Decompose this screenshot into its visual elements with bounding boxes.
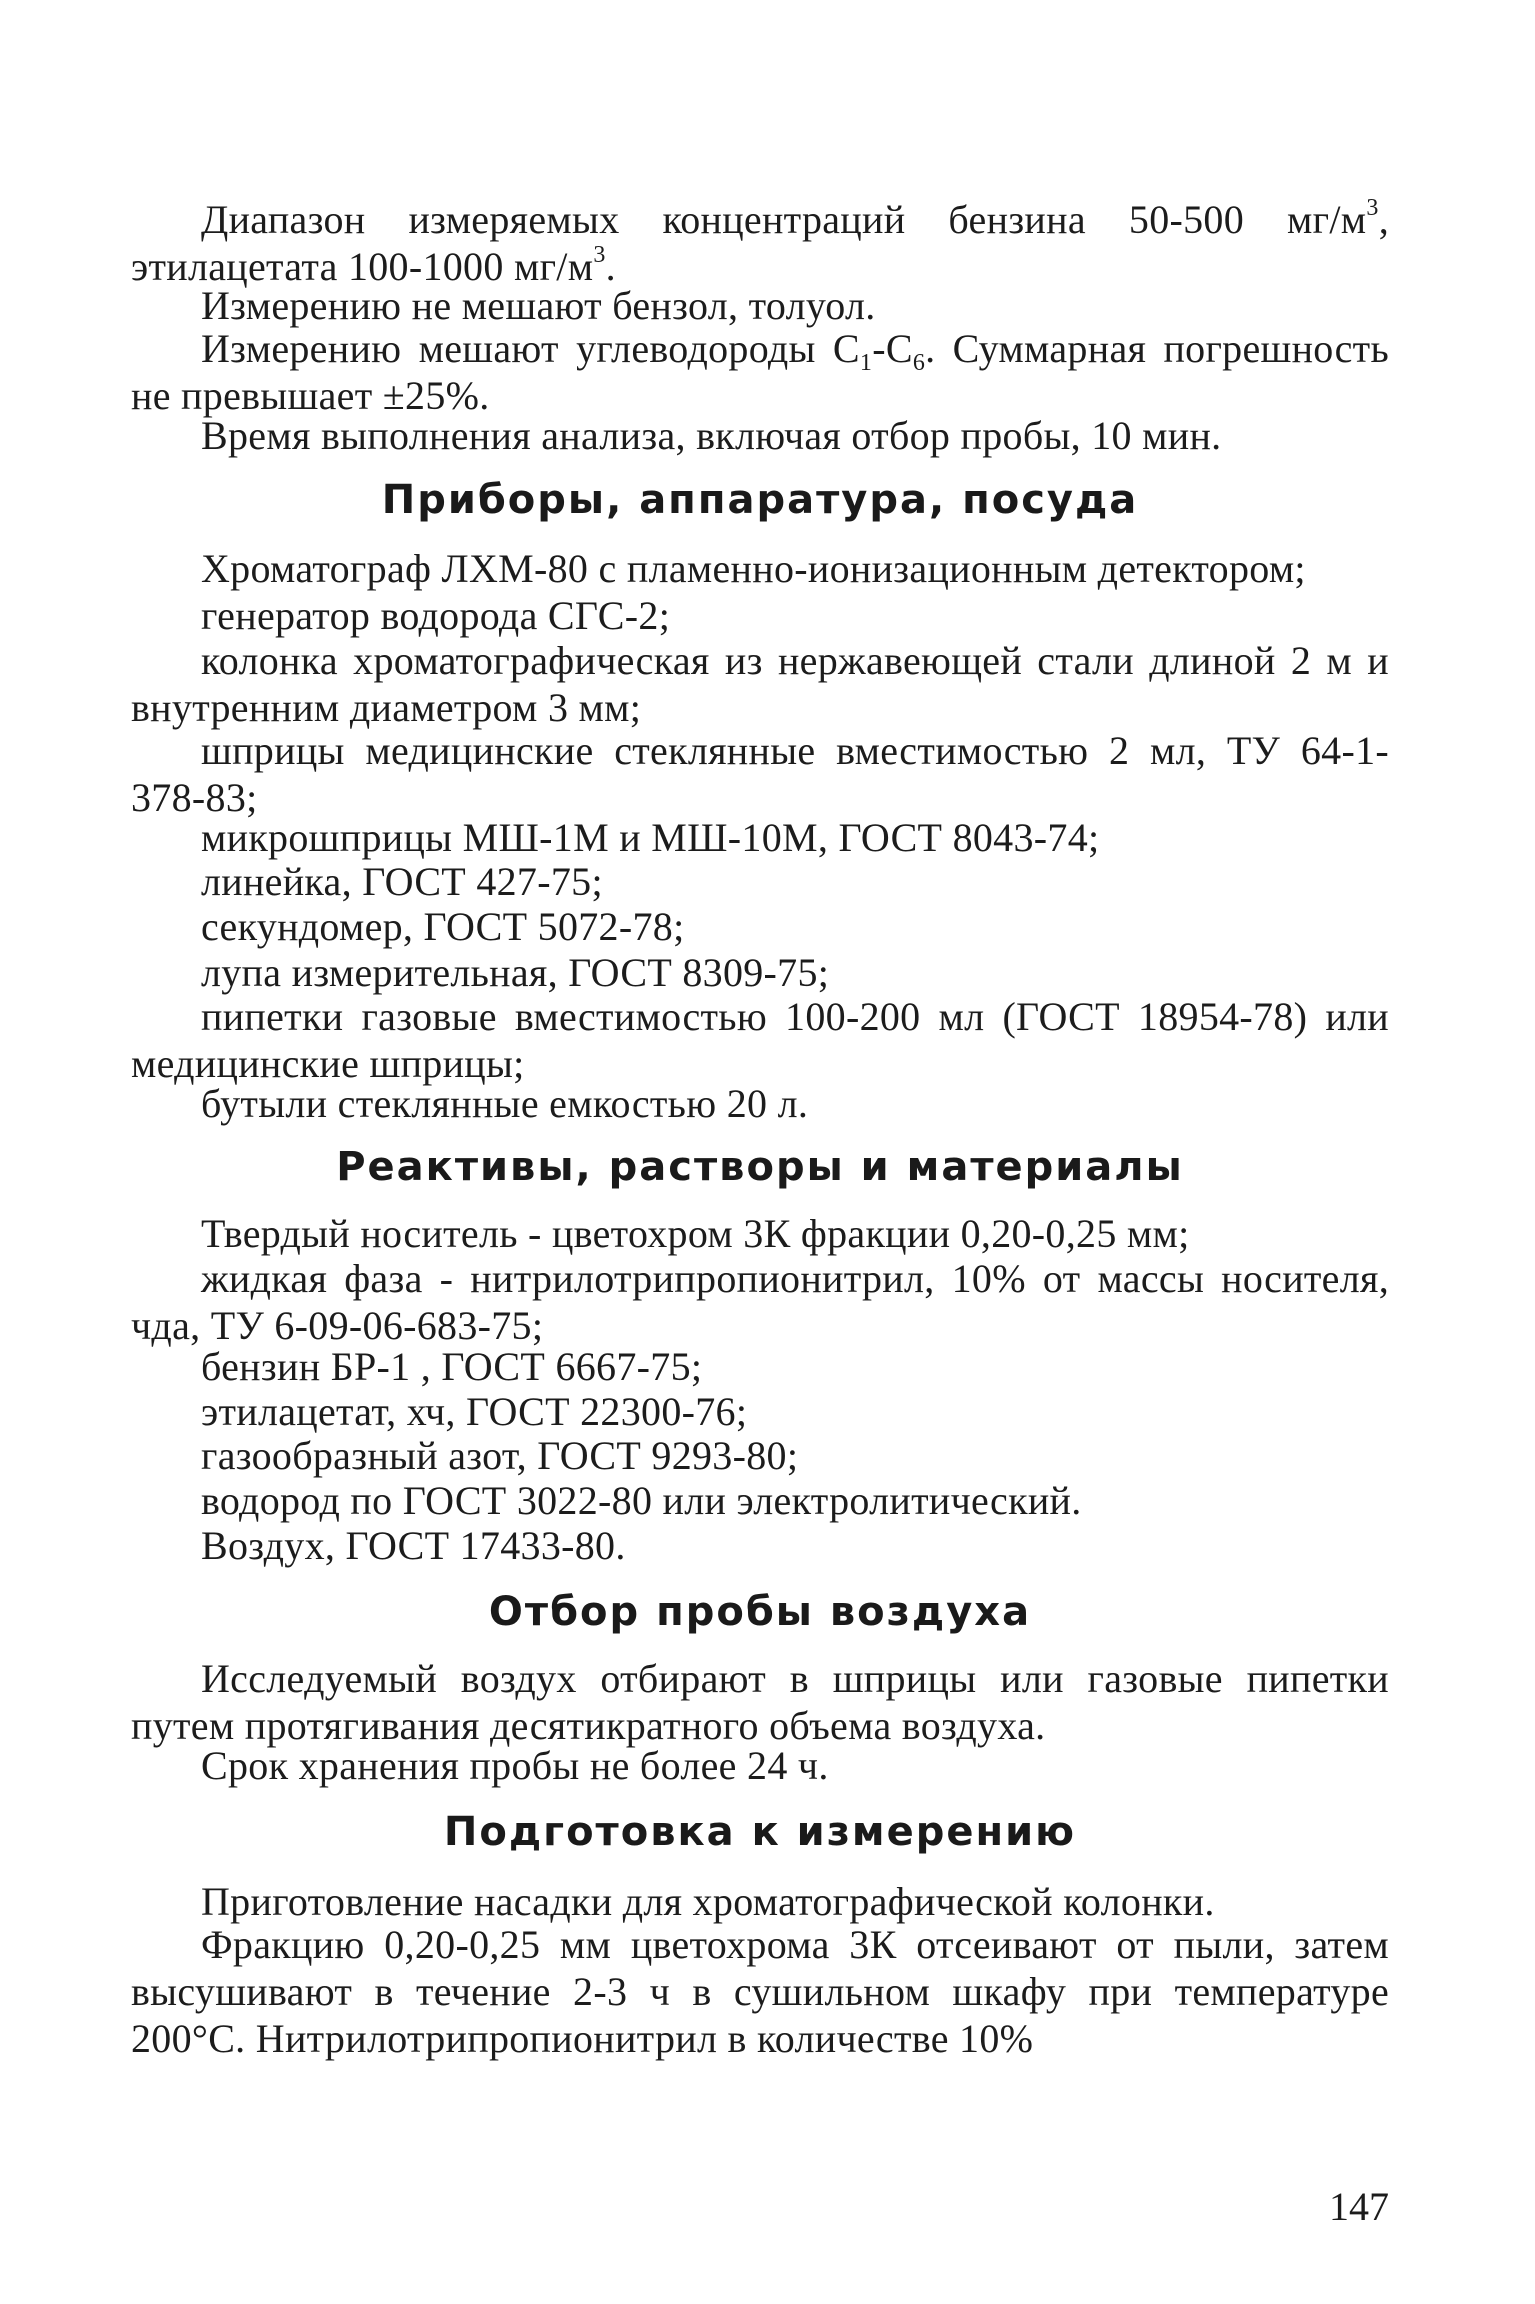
range-paragraph bbox=[131, 196, 1389, 290]
instruments-item: шприцы медицинские стеклянные вместимостью 2 мл, ТУ 64-1-378-83; bbox=[131, 728, 1389, 820]
range-text-c: . bbox=[605, 244, 616, 289]
sampling-item: Срок хранения пробы не более 24 ч. bbox=[201, 1743, 829, 1788]
range-text-b: , этилацетата 100-1000 мг/м bbox=[131, 197, 1389, 289]
range-text-a: Диапазон измеряемых концентраций бензина 50-500 мг/м bbox=[201, 197, 1367, 242]
interfere-paragraph bbox=[131, 325, 1389, 419]
instruments-item: лупа измерительная, ГОСТ 8309-75; bbox=[201, 950, 830, 995]
instruments-item: пипетки газовые вместимостью 100-200 мл (ГОСТ 18954-78) или медицинские шприцы; bbox=[131, 994, 1389, 1086]
interfere-text-c: . Суммарная погрешность не превышает ±25%. bbox=[131, 326, 1389, 418]
sampling-item: Исследуемый воздух отбирают в шприцы или газовые пипетки путем протягивания десятикратного объема воздуха. bbox=[131, 1656, 1389, 1748]
instruments-item: линейка, ГОСТ 427-75; bbox=[201, 859, 603, 904]
reagents-item: этилацетат, хч, ГОСТ 22300-76; bbox=[201, 1389, 748, 1434]
instruments-item: колонка хроматографическая из нержавеющей стали длиной 2 м и внутренним диаметром 3 мм; bbox=[131, 638, 1389, 730]
range-superscript-2: 3 bbox=[593, 242, 606, 268]
reagents-item: Твердый носитель - цветохром 3К фракции 0,20-0,25 мм; bbox=[201, 1211, 1190, 1256]
reagents-item: Воздух, ГОСТ 17433-80. bbox=[201, 1523, 626, 1568]
instruments-item: секундомер, ГОСТ 5072-78; bbox=[201, 904, 685, 949]
instruments-item: микрошприцы МШ-1М и МШ-10М, ГОСТ 8043-74; bbox=[201, 815, 1100, 860]
interfere-sub-1: 1 bbox=[859, 350, 873, 376]
range-superscript: 3 bbox=[1366, 195, 1379, 221]
time-paragraph: Время выполнения анализа, включая отбор пробы, 10 мин. bbox=[201, 413, 1222, 458]
instruments-item: генератор водорода СГС-2; bbox=[201, 593, 671, 638]
reagents-item: жидкая фаза - нитрилотрипропионитрил, 10% от массы носителя, чда, ТУ 6-09-06-683-75; bbox=[131, 1256, 1389, 1348]
no-interfere-paragraph: Измерению не мешают бензол, толуол. bbox=[201, 283, 876, 328]
interfere-sub-2: 6 bbox=[912, 350, 926, 376]
preparation-item: Фракцию 0,20-0,25 мм цветохрома 3К отсеивают от пыли, затем высушивают в течение 2-3 ч в сушильном шкафу при температуре 200°С. Нитрилотрипропионитрил в количестве 10% bbox=[131, 1922, 1389, 2061]
reagents-item: бензин БР-1 , ГОСТ 6667-75; bbox=[201, 1344, 703, 1389]
section-title-reagents: Реактивы, растворы и материалы bbox=[336, 1144, 1184, 1190]
interfere-text-a: Измерению мешают углеводороды С bbox=[201, 326, 860, 371]
section-title-instruments: Приборы, аппаратура, посуда bbox=[381, 477, 1139, 523]
interfere-text-b: -С bbox=[872, 326, 913, 371]
reagents-item: водород по ГОСТ 3022-80 или электролитический. bbox=[201, 1478, 1082, 1523]
preparation-item: Приготовление насадки для хроматографической колонки. bbox=[201, 1879, 1215, 1924]
section-title-preparation: Подготовка к измерению bbox=[443, 1809, 1077, 1855]
instruments-item: бутыли стеклянные емкостью 20 л. bbox=[201, 1081, 809, 1126]
page-number: 147 bbox=[1329, 2184, 1389, 2229]
reagents-item: газообразный азот, ГОСТ 9293-80; bbox=[201, 1433, 799, 1478]
instruments-item: Хроматограф ЛХМ-80 с пламенно-ионизационным детектором; bbox=[201, 546, 1306, 591]
section-title-sampling: Отбор пробы воздуха bbox=[488, 1589, 1032, 1635]
